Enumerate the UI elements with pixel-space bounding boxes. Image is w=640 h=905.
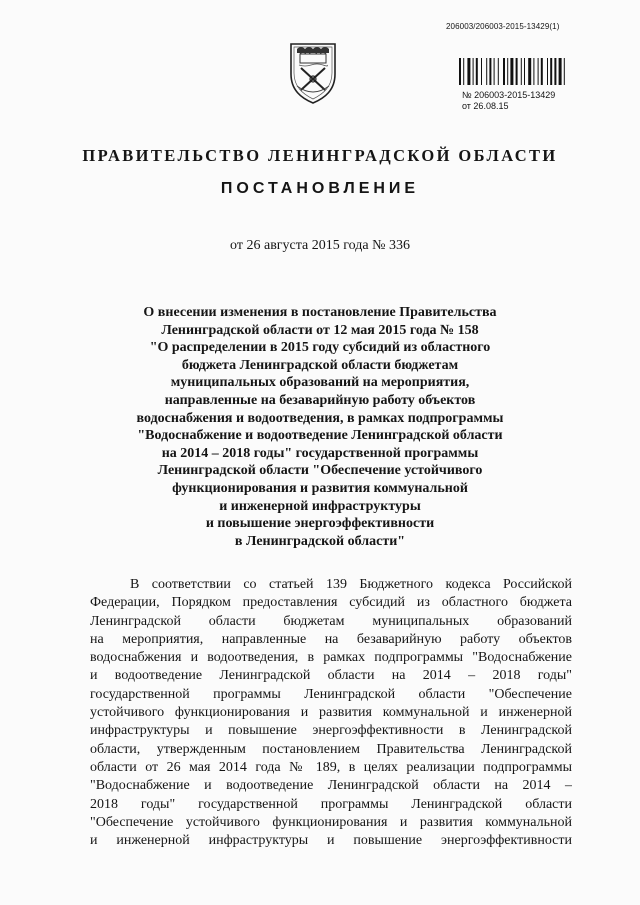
title-line: "Водоснабжение и водоотведение Ленинградской области xyxy=(137,428,503,444)
registration-date: от 26.08.15 xyxy=(462,101,509,111)
body-line: устойчивого функционирования и развития коммунальной и инженерной xyxy=(90,705,572,721)
decree-date-number: от 26 августа 2015 года № 336 xyxy=(230,238,410,253)
body-line: Федерации, Порядком предоставления субсидий из областного бюджета xyxy=(90,595,572,611)
title-line: Ленинградской области от 12 мая 2015 года № 158 xyxy=(161,322,479,338)
document-type: ПОСТАНОВЛЕНИЕ xyxy=(220,180,420,197)
title-line: водоснабжения и водоотведения, в рамках подпрограммы xyxy=(136,410,504,426)
title-line: на 2014 – 2018 годы" государственной программы xyxy=(161,445,479,461)
body-line: "Обеспечение устойчивого функционирования и развития коммунальной xyxy=(90,814,572,830)
body-line: и инженерной инфраструктуры и повышение энергоэффективности xyxy=(90,833,572,849)
body-line: водоснабжения и водоотведения, в рамках подпрограммы "Водоснабжение xyxy=(90,650,572,666)
body-line: государственной программы Ленинградской области "Обеспечение xyxy=(90,686,572,702)
title-line: и повышение энергоэффективности xyxy=(205,516,435,532)
registration-number: № 206003-2015-13429 xyxy=(462,90,556,100)
body-line: и водоотведение Ленинградской области на 2014 – 2018 годы" xyxy=(90,668,572,684)
body-line: 2018 годы" государственной программы Ленинградской области xyxy=(90,796,572,812)
decree-title xyxy=(110,304,530,550)
body-paragraph xyxy=(90,576,572,850)
body-line: инфраструктуры и повышение энергоэффективности в Ленинградской xyxy=(90,723,572,739)
government-name: ПРАВИТЕЛЬСТВО ЛЕНИНГРАДСКОЙ ОБЛАСТИ xyxy=(82,146,558,165)
title-line: в Ленинградской области" xyxy=(234,533,406,549)
title-line: и инженерной инфраструктуры xyxy=(219,498,421,514)
title-line: функционирования и развития коммунальной xyxy=(172,480,468,496)
barcode-icon xyxy=(459,58,592,85)
title-line: "О распределении в 2015 году субсидий из областного xyxy=(149,340,491,356)
title-line: бюджета Ленинградской области бюджетам xyxy=(181,357,459,373)
title-line: Ленинградской области "Обеспечение устойчивого xyxy=(157,463,483,479)
body-line: на мероприятия, направленные на безаварийную работу объектов xyxy=(90,631,572,647)
body-line: "Водоснабжение и водоотведение Ленинградской области на 2014 – xyxy=(90,778,572,794)
title-line: муниципальных образований на мероприятия, xyxy=(170,375,470,391)
body-line: В соответствии со статьей 139 Бюджетного кодекса Российской xyxy=(130,577,572,592)
title-line: О внесении изменения в постановление Правительства xyxy=(143,305,497,320)
body-line: области от 26 мая 2014 года № 189, в целях реализации подпрограммы xyxy=(90,759,572,775)
title-line: направленные на безаварийную работу объектов xyxy=(164,392,476,408)
body-line: области, утвержденным постановлением Правительства Ленинградской xyxy=(90,741,572,757)
body-line: Ленинградской области бюджетам муниципальных образований xyxy=(90,613,572,629)
registration-top-code: 206003/206003-2015-13429(1) xyxy=(446,22,560,31)
coat-of-arms-icon xyxy=(287,40,339,106)
